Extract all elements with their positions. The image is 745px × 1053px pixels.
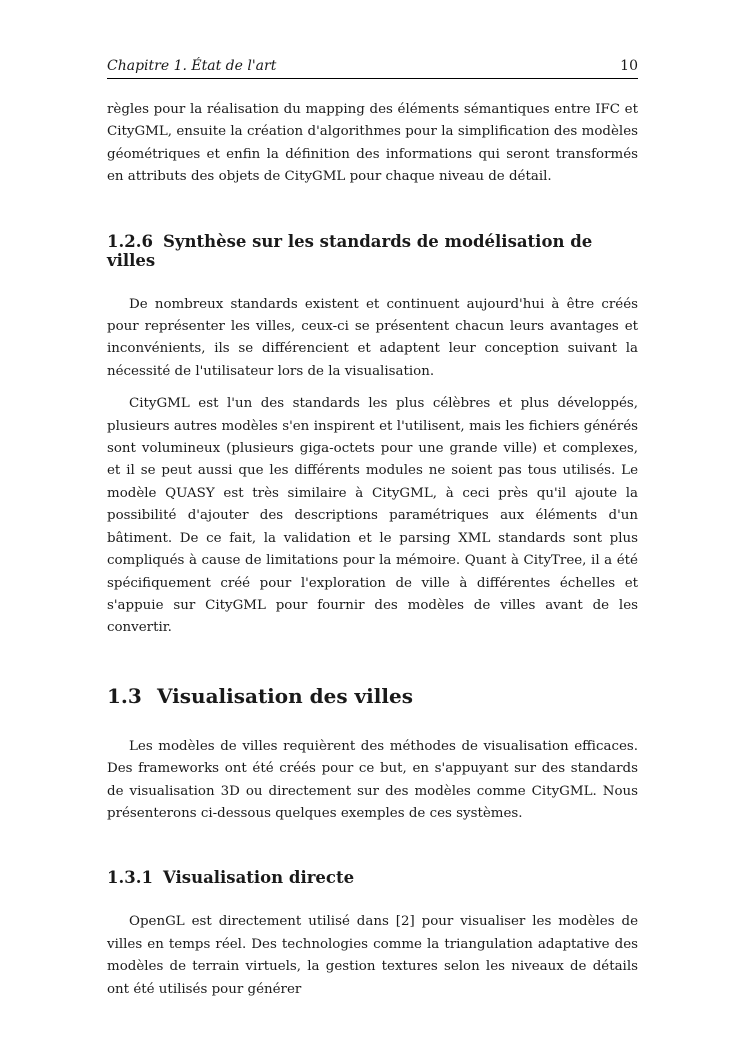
section-number: 1.3 xyxy=(107,683,142,708)
paragraph: De nombreux standards existent et continuent aujourd'hui à être créés pour représenter les villes, ceux-ci se présentent chacun leurs avantages et inconvénients, ils se différencient et adaptent leur conception suivant la nécessité de l'utilisateur lors de la visualisation. xyxy=(107,296,638,379)
chapter-title: Chapitre 1. État de l'art xyxy=(107,58,277,74)
page-content xyxy=(107,58,638,1001)
section-number: 1.2.6 xyxy=(107,231,153,251)
paragraph: Les modèles de villes requièrent des méthodes de visualisation efficaces. Des frameworks ont été créés pour ce but, en s'appuyant sur des standards de visualisation 3D ou directement sur des modèles comme CityGML. Nous présenterons ci-dessous quelques exemples de ces systèmes. xyxy=(107,738,638,821)
paragraph: CityGML est l'un des standards les plus célèbres et plus développés, plusieurs autres modèles s'en inspirent et l'utilisent, mais les fichiers générés sont volumineux (plusieurs giga-octets pour une grande ville) et complexes, et il se peut aussi que les différents modules ne soient pas tous utilisés. Le modèle QUASY est très similaire à CityGML, à ceci près qu'il ajoute la possibilité d'ajouter des descriptions paramétriques aux éléments d'un bâtiment. De ce fait, la validation et le parsing XML standards sont plus compliqués à cause de limitations pour la mémoire. Quant à CityTree, il a été spécifiquement créé pour l'exploration de ville à différentes échelles et s'appuie sur CityGML pour fournir des modèles de villes avant de les convertir. xyxy=(107,396,638,636)
section-number: 1.3.1 xyxy=(107,868,153,888)
section-heading-1-3 xyxy=(107,684,638,708)
subsection-heading-1-3-1 xyxy=(107,868,638,887)
running-header xyxy=(107,58,638,79)
paragraph: OpenGL est directement utilisé dans [2] pour visualiser les modèles de villes en temps réel. Des technologies comme la triangulation adaptative des modèles de terrain virtuels, la gestion textures selon les niveaux de détails ont été utilisés pour générer xyxy=(107,914,638,997)
continued-paragraph: règles pour la réalisation du mapping des éléments sémantiques entre IFC et CityGML, ensuite la création d'algorithmes pour la simplification des modèles géométriques et enfin la définition des informations qui seront transformés en attributs des objets de CityGML pour chaque niveau de détail. xyxy=(107,102,638,185)
section-title: Synthèse sur les standards de modélisation de villes xyxy=(107,231,593,270)
page-number: 10 xyxy=(620,58,638,74)
subsection-heading-1-2-6 xyxy=(107,232,638,270)
section-title: Visualisation des villes xyxy=(157,683,413,708)
section-title: Visualisation directe xyxy=(163,868,355,888)
